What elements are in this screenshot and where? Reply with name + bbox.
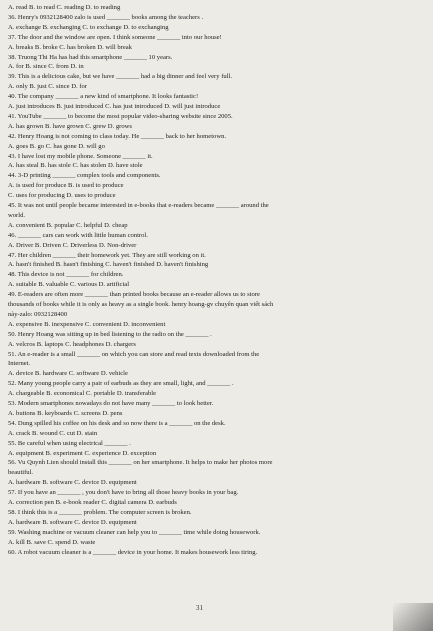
text-line: 54. Dung spilled his coffee on his desk and so now there is a _______ on the desk.: [8, 419, 226, 427]
text-line: A. read B. to read C. reading D. to reading: [8, 4, 121, 11]
text-line: 59. Washing machine or vacuum cleaner can help you to _______ time while doing housework.: [8, 528, 261, 536]
text-line: Internet.: [8, 360, 31, 368]
text-line: A. just introduces B. just introduced C. has just introduced D. will just introduce: [8, 103, 221, 110]
text-line: 50. Henry Hoang was sitting up in bed listening to the radio on the _______ .: [8, 330, 212, 338]
text-line: A. equipment B. experiment C. experience D. exception: [8, 449, 157, 457]
text-line: A. expensive B. inexpensive C. convenient D. inconvenient: [8, 320, 166, 328]
text-line: A. goes B. go C. has gone D. will go: [8, 142, 105, 150]
text-line: thousands of books while it is only as heavy as a single book. henry hoang-gv chuyên quan viết sách: [8, 301, 274, 308]
text-line: 56. Vu Quynh Lien should install this _______ on her smartphone. It helps to make her photos more: [8, 459, 273, 467]
text-line: A. has steal B. has stole C. has stolen D. have stole: [8, 162, 143, 170]
text-line: 40. The company _______ a new kind of smartphone. It looks fantastic!: [8, 93, 199, 101]
text-line: 41. YouTube _______ to become the most popular video-sharing website since 2005.: [8, 112, 233, 120]
text-line: A. Driver B. Driven C. Driverless D. Non-driver: [8, 241, 137, 249]
text-line: A. has grown B. have grown C. grew D. grows: [8, 122, 132, 130]
text-line: A. velcros B. laptops C. headphones D. chargers: [8, 340, 136, 348]
text-line: 37. The door and the window are open. I think someone _______ into our house!: [8, 33, 222, 41]
text-line: A. buttons B. keyboards C. screens D. pens: [8, 409, 123, 417]
text-line: A. breaks B. broke C. has broken D. will break: [8, 43, 132, 51]
text-line: C. uses for producing D. uses to produce: [8, 192, 116, 200]
text-line: 51. An e-reader is a small _______ on which you can store and read texts downloaded from the: [8, 350, 260, 358]
text-line: beautiful.: [8, 469, 34, 477]
text-line: A. crack B. wound C. cut D. stain: [8, 429, 98, 437]
text-line: A. for B. since C. from D. in: [8, 63, 84, 71]
text-line: A. hardware B. software C. device D. equipment: [8, 518, 137, 526]
text-line: 55. Be careful when using electrical _______ .: [8, 439, 131, 447]
text-line: 48. This device is not _______ for children.: [8, 271, 124, 279]
text-line: 43. I have lost my mobile phone. Someone _______ it.: [8, 152, 153, 160]
text-line: 58. I think this is a _______ problem. The computer screen is broken.: [8, 508, 192, 516]
text-line: này-zalo: 0932128400: [8, 310, 68, 318]
text-line: A. kill B. save C. spend D. waste: [8, 538, 96, 546]
text-line: A. suitable B. valuable C. various D. artificial: [8, 281, 130, 289]
text-line: A. hasn't finished B. hasn't finishing C. haven't finished D. haven't finishing: [8, 261, 209, 269]
text-line: A. correction pen B. e-book reader C. digital camera D. earbuds: [8, 499, 177, 506]
text-line: A. convenient B. popular C. helpful D. cheap: [8, 221, 128, 229]
text-line: 44. 3-D printing _______ complex tools and components.: [8, 172, 161, 180]
text-line: 47. Her children _______ their homework yet. They are still working on it.: [8, 251, 206, 259]
text-line: A. exchange B. exchanging C. to exchange D. to exchanging: [8, 23, 169, 31]
text-line: A. only B. just C. since D. for: [8, 83, 87, 91]
text-line: 57. If you have an _______ , you don't have to bring all those heavy books in your bag.: [8, 489, 239, 497]
text-line: 45. It was not until people became interested in e-books that e-readers became _______ around the: [8, 202, 269, 209]
text-line: 36. Henry's 0932128400 zalo is used _______ books among the teachers .: [8, 13, 204, 21]
text-line: 46. _______ cars can work with little human control.: [8, 231, 148, 239]
text-line: 42. Henry Hoang is not coming to class today. He _______ back to her hometown.: [8, 132, 227, 140]
text-line: 53. Modern smartphones nowadays do not have many _______ to look better.: [8, 400, 214, 407]
text-line: 49. E-readers are often more _______ than printed books because an e-reader allows us to store: [8, 291, 260, 299]
text-line: world.: [8, 211, 26, 219]
text-line: A. is used for produce B. is used to produce: [8, 182, 124, 190]
page-shadow: [393, 603, 433, 631]
page-number: 31: [196, 604, 203, 612]
text-line: 52. Many young people carry a pair of earbuds as they are small, light, and _______ .: [8, 380, 234, 388]
text-line: A. device B. hardware C. software D. vehicle: [8, 370, 128, 378]
text-line: 39. This is a delicious cake, but we have _______ had a big dinner and feel very full.: [8, 73, 233, 81]
text-line: A. hardware B. software C. device D. equipment: [8, 479, 137, 487]
text-line: 38. Truong Thi Ha has had this smartphone _______ 10 years.: [8, 53, 173, 61]
text-line: A. chargeable B. economical C. portable D. transferable: [8, 390, 156, 398]
text-line: 60. A robot vacuum cleaner is a _______ device in your home. It makes housework less tiring.: [8, 548, 258, 556]
